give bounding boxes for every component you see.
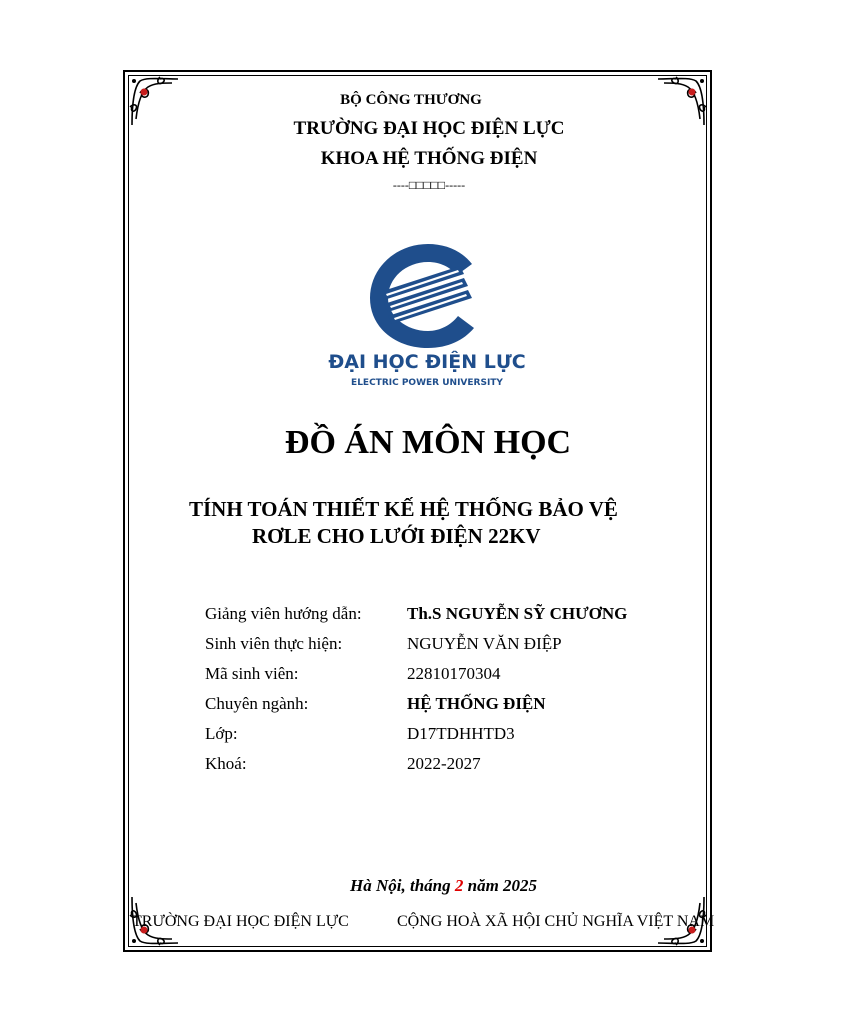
info-label: Chuyên ngành: [205, 694, 309, 713]
date-prefix: Hà Nội, tháng [350, 876, 455, 895]
info-label: Mã sinh viên: [205, 664, 299, 683]
logo-name-en: ELECTRIC POWER UNIVERSITY [351, 378, 503, 388]
ministry-name: BỘ CÔNG THƯƠNG [340, 92, 482, 108]
footer-university: TRƯỜNG ĐẠI HỌC ĐIỆN LỰC [132, 913, 349, 930]
university-name: TRƯỜNG ĐẠI HỌC ĐIỆN LỰC [293, 118, 565, 139]
issue-date [350, 876, 537, 896]
date-suffix: năm 2025 [463, 876, 538, 895]
document-type: ĐỒ ÁN MÔN HỌC [284, 424, 572, 461]
info-value: D17TDHHTD3 [407, 724, 515, 743]
info-value: 22810170304 [407, 664, 501, 683]
header-divider: ----□□□□□----- [392, 178, 466, 192]
info-label: Sinh viên thực hiện: [205, 634, 343, 653]
document-title-line1: TÍNH TOÁN THIẾT KẾ HỆ THỐNG BẢO VỆ [189, 497, 618, 521]
faculty-name: KHOA HỆ THỐNG ĐIỆN [320, 148, 538, 169]
info-value: Th.S NGUYỄN SỸ CHƯƠNG [407, 604, 628, 623]
info-value: NGUYỄN VĂN ĐIỆP [407, 634, 562, 653]
date-month: 2 [454, 876, 464, 895]
logo-name-vn: ĐẠI HỌC ĐIỆN LỰC [328, 351, 526, 373]
university-logo [328, 236, 526, 392]
info-value: HỆ THỐNG ĐIỆN [407, 694, 546, 713]
info-value: 2022-2027 [407, 754, 481, 773]
info-label: Lớp: [205, 724, 238, 743]
footer-national-motto: CỘNG HOÀ XÃ HỘI CHỦ NGHĨA VIỆT NAM [397, 913, 715, 930]
info-label: Khoá: [205, 754, 247, 773]
info-label: Giảng viên hướng dẫn: [205, 604, 362, 623]
document-title-line2: RƠLE CHO LƯỚI ĐIỆN 22KV [252, 524, 541, 548]
